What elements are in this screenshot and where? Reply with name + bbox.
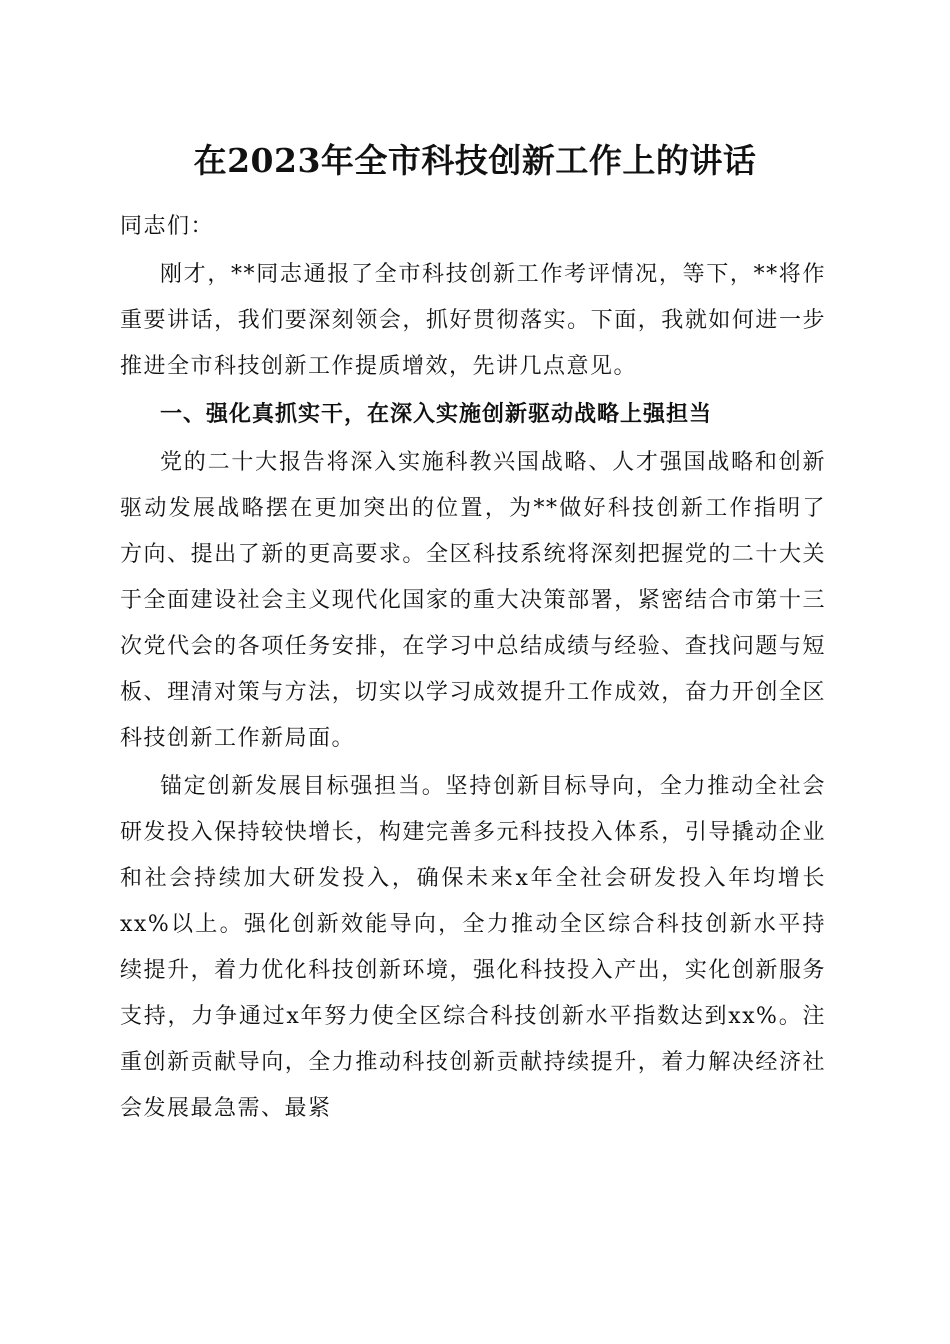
document-body <box>120 204 826 1134</box>
section-heading-1: 一、强化真抓实干，在深入实施创新驱动战略上强担当 <box>160 402 713 427</box>
intro-paragraph: 刚才，**同志通报了全市科技创新工作考评情况，等下，**将作重要讲话，我们要深刻领会，抓好贯彻落实。下面，我就如何进一步推进全市科技创新工作提质增效，先讲几点意见。 <box>120 262 826 379</box>
document-title: 在2023年全市科技创新工作上的讲话 <box>193 141 757 180</box>
salutation: 同志们： <box>120 214 215 239</box>
section1-paragraph-1: 党的二十大报告将深入实施科教兴国战略、人才强国战略和创新驱动发展战略摆在更加突出的位置，为**做好科技创新工作指明了方向、提出了新的更高要求。全区科技系统将深刻把握党的二十大关于全面建设社会主义现代化国家的重大决策部署，紧密结合市第十三次党代会的各项任务安排，在学习中总结成绩与经验、查找问题与短板、理清对策与方法，切实以学习成效提升工作成效，奋力开创全区科技创新工作新局面。 <box>120 450 826 751</box>
section1-paragraph-2: 锚定创新发展目标强担当。坚持创新目标导向，全力推动全社会研发投入保持较快增长，构建完善多元科技投入体系，引导撬动企业和社会持续加大研发投入，确保未来x年全社会研发投入年均增长xx%以上。强化创新效能导向，全力推动全区综合科技创新水平持续提升，着力优化科技创新环境，强化科技投入产出，实化创新服务支持，力争通过x年努力使全区综合科技创新水平指数达到xx%。注重创新贡献导向，全力推动科技创新贡献持续提升，着力解决经济社会发展最急需、最紧 <box>120 774 826 1121</box>
